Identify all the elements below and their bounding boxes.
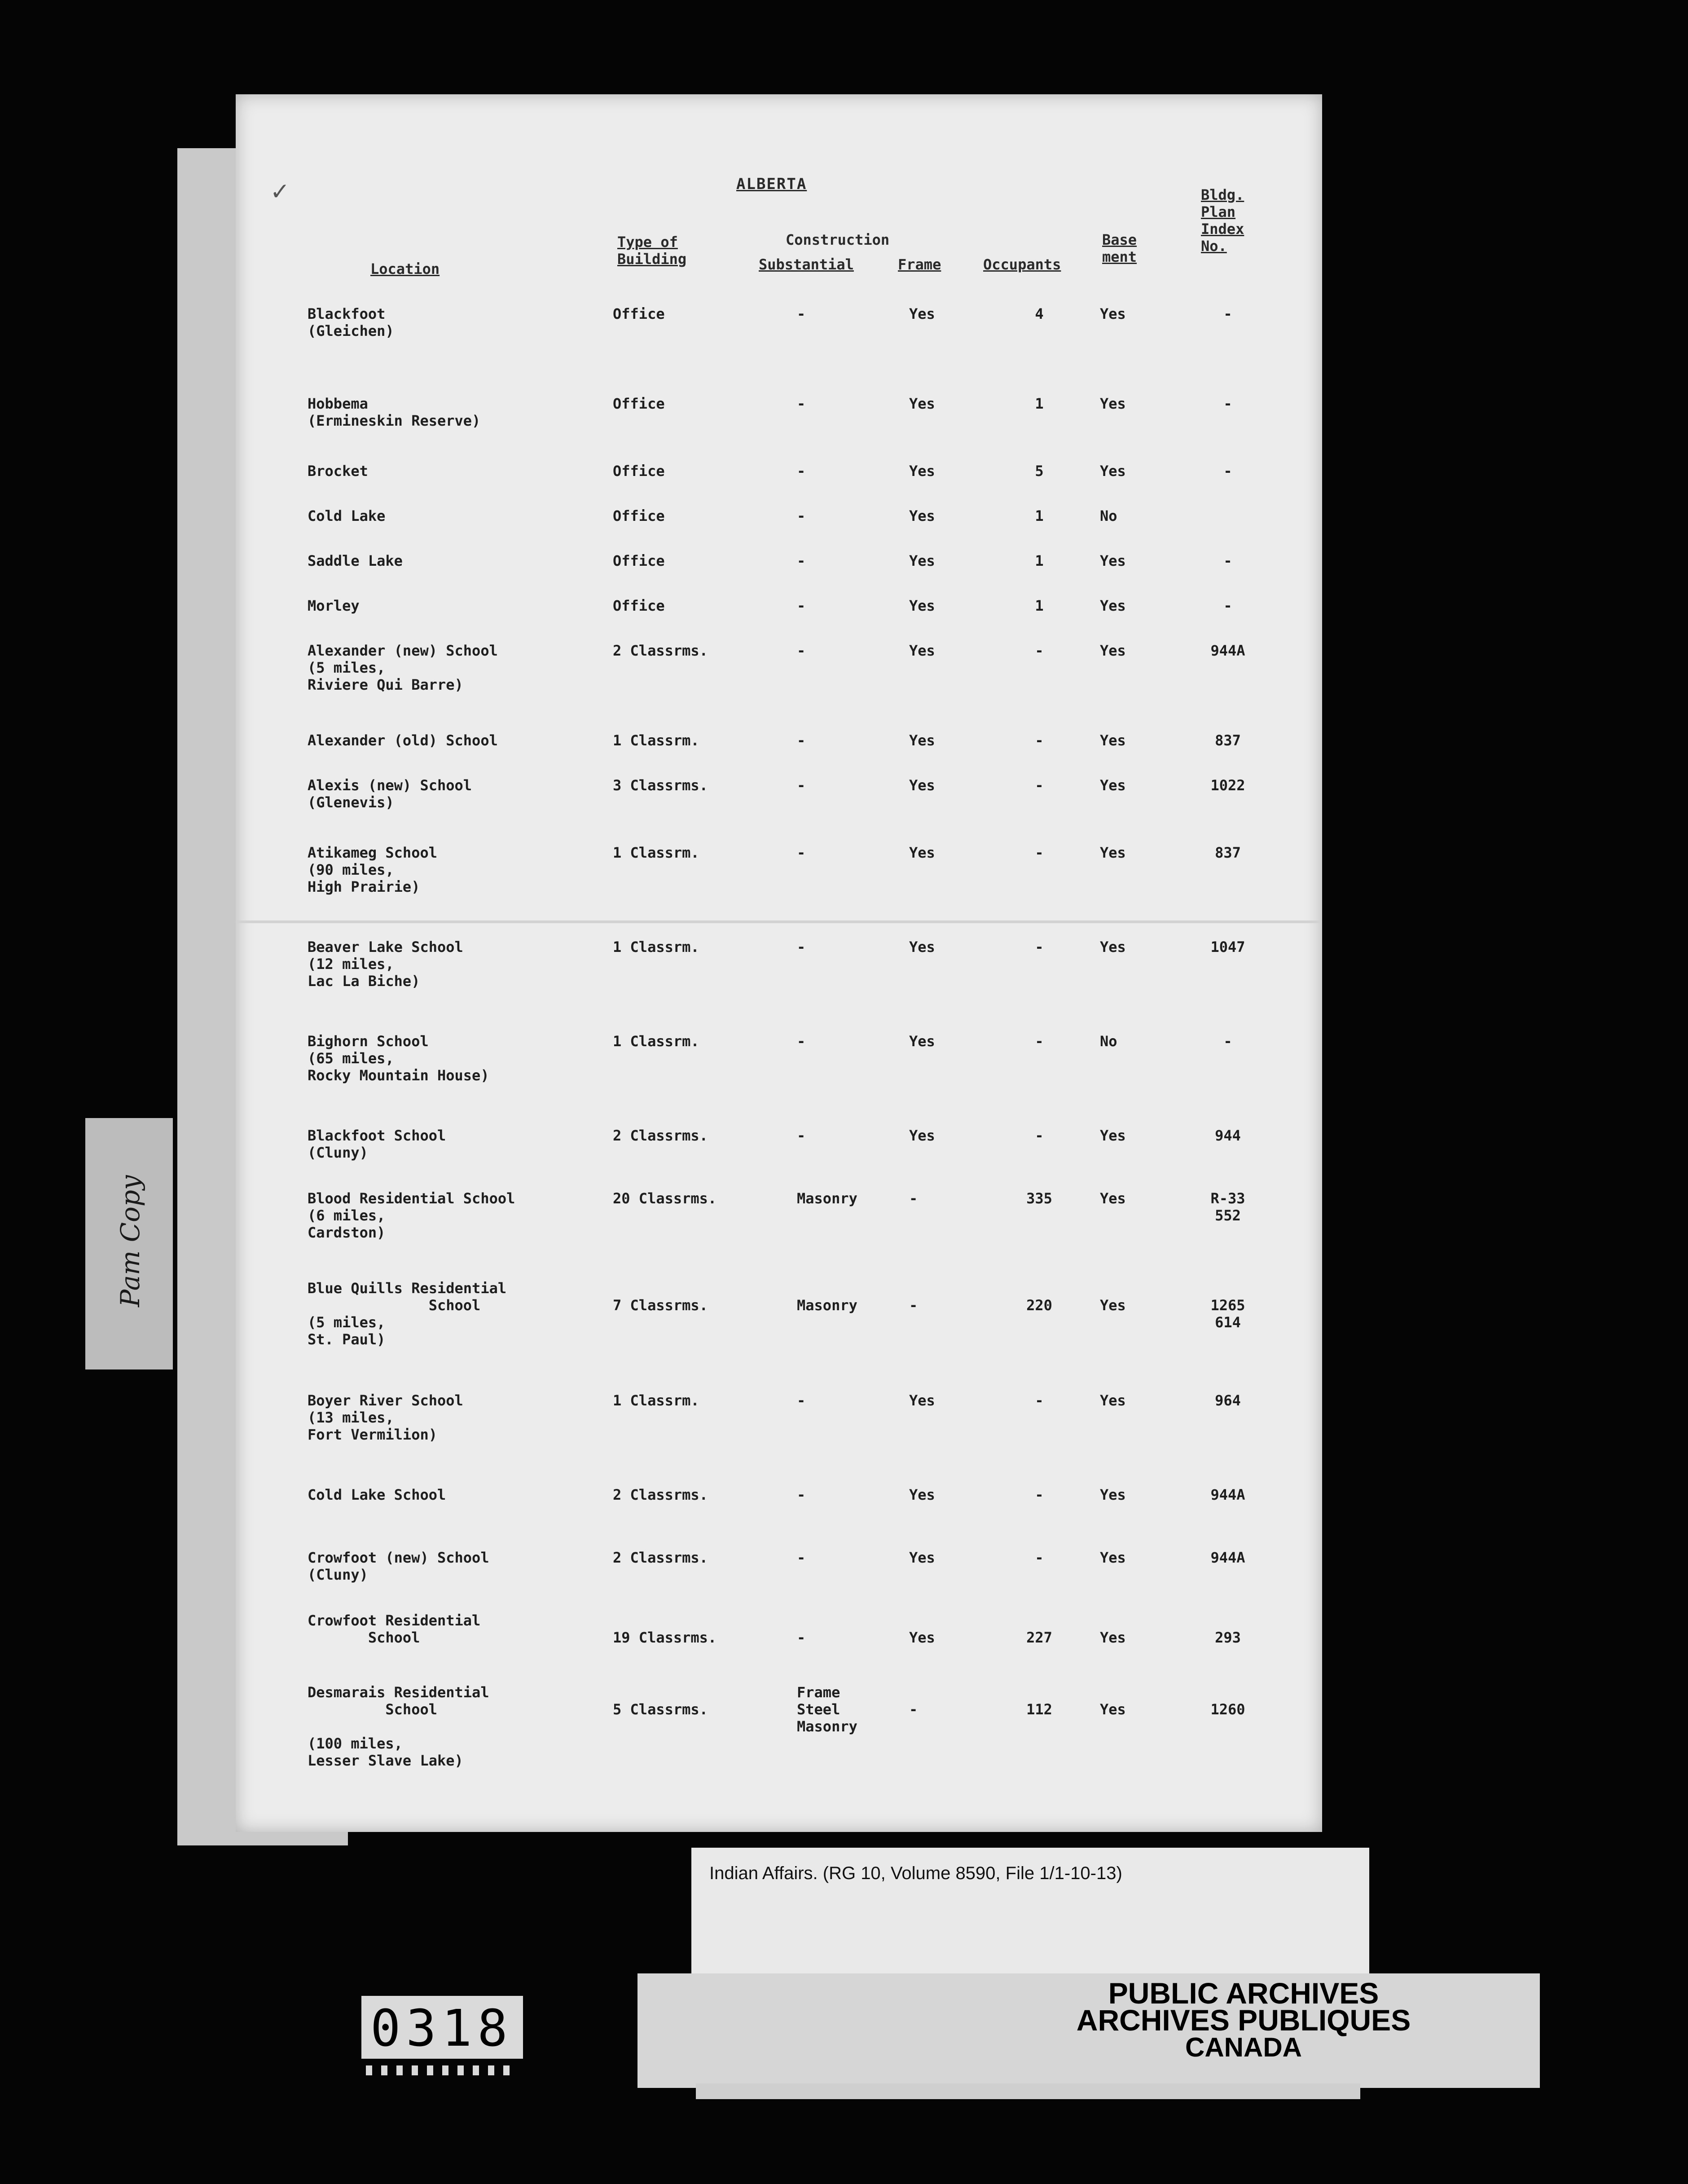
page-fold [236, 920, 1322, 923]
cell-substantial: Masonry [797, 1190, 857, 1207]
cell-basement: Yes [1100, 1127, 1126, 1144]
cell-occupants: - [1035, 1392, 1044, 1409]
cell-location: Alexis (new) School (Glenevis) [308, 777, 472, 811]
cell-basement: Yes [1100, 1392, 1126, 1409]
cell-basement: Yes [1100, 1297, 1126, 1314]
cell-basement: Yes [1100, 938, 1126, 956]
cell-frame: Yes [909, 395, 935, 412]
cell-bldg: 1047 [1210, 938, 1245, 956]
cell-frame: Yes [909, 642, 935, 659]
margin-note-slip [85, 1118, 173, 1369]
cell-substantial: - [797, 462, 806, 480]
cell-location: Alexander (old) School [308, 732, 498, 749]
cell-bldg: - [1223, 1033, 1232, 1050]
cell-basement: No [1100, 1033, 1117, 1050]
cell-bldg: 837 [1215, 844, 1241, 861]
cell-occupants: 1 [1035, 395, 1044, 412]
cell-basement: Yes [1100, 395, 1126, 412]
cell-substantial: - [797, 552, 806, 569]
cell-type: 2 Classrms. [613, 642, 708, 659]
cell-basement: Yes [1100, 844, 1126, 861]
cell-substantial: Masonry [797, 1297, 857, 1314]
cell-substantial: - [797, 732, 806, 749]
cell-substantial: - [797, 1392, 806, 1409]
cell-location: Cold Lake School [308, 1486, 446, 1503]
cell-bldg: 837 [1215, 732, 1241, 749]
cell-occupants: 227 [1026, 1629, 1052, 1646]
cell-type: 19 Classrms. [613, 1629, 717, 1646]
cell-bldg: 293 [1215, 1629, 1241, 1646]
margin-note: Pam Copy [115, 1175, 145, 1307]
cell-substantial: - [797, 597, 806, 614]
cell-type: 2 Classrms. [613, 1486, 708, 1503]
cell-frame: Yes [909, 777, 935, 794]
cell-type: 1 Classrm. [613, 938, 699, 956]
frame-number-text: 0318 [370, 1999, 513, 2058]
cell-frame: - [909, 1297, 918, 1314]
cell-occupants: - [1035, 642, 1044, 659]
cell-type: Office [613, 552, 665, 569]
cell-occupants: 335 [1026, 1190, 1052, 1207]
cell-substantial: - [797, 1549, 806, 1566]
cell-frame: Yes [909, 1392, 935, 1409]
cell-location: Cold Lake [308, 507, 386, 524]
cell-bldg: 1265 614 [1210, 1297, 1245, 1331]
cell-bldg: 944A [1210, 642, 1245, 659]
cell-substantial: - [797, 305, 806, 322]
cell-type: Office [613, 395, 665, 412]
citation-text: Indian Affairs. (RG 10, Volume 8590, File 1/1-10-13) [709, 1863, 1122, 1883]
cell-bldg: - [1223, 305, 1232, 322]
header-construction: Construction [786, 231, 890, 248]
cell-type: Office [613, 462, 665, 480]
cell-bldg: R-33 552 [1210, 1190, 1245, 1224]
header-occupants: Occupants [983, 256, 1061, 273]
citation-label [691, 1848, 1369, 1991]
cell-type: 1 Classrm. [613, 732, 699, 749]
film-frame-number [361, 1996, 523, 2059]
cell-frame: Yes [909, 732, 935, 749]
cell-type: 5 Classrms. [613, 1701, 708, 1718]
cell-location: Boyer River School (13 miles, Fort Vermilion) [308, 1392, 463, 1443]
cell-basement: No [1100, 507, 1117, 524]
cell-occupants: - [1035, 1127, 1044, 1144]
cell-location: Hobbema (Ermineskin Reserve) [308, 395, 481, 429]
cell-frame: Yes [909, 1127, 935, 1144]
cell-type: Office [613, 305, 665, 322]
stamp-strip [696, 2083, 1360, 2099]
cell-substantial: - [797, 938, 806, 956]
cell-type: 2 Classrms. [613, 1127, 708, 1144]
cell-substantial: - [797, 1127, 806, 1144]
cell-location: Crowfoot (new) School (Cluny) [308, 1549, 489, 1583]
cell-type: 1 Classrm. [613, 1392, 699, 1409]
archives-stamp [637, 1973, 1540, 2088]
cell-basement: Yes [1100, 732, 1126, 749]
cell-occupants: 220 [1026, 1297, 1052, 1314]
stamp-line-1: PUBLIC ARCHIVES [1108, 1977, 1379, 2010]
cell-bldg: 944A [1210, 1486, 1245, 1503]
cell-frame: Yes [909, 1629, 935, 1646]
cell-bldg: 964 [1215, 1392, 1241, 1409]
cell-basement: Yes [1100, 1701, 1126, 1718]
cell-location: Alexander (new) School (5 miles, Riviere Qui Barre) [308, 642, 498, 693]
cell-location: Crowfoot Residential School [308, 1612, 481, 1646]
cell-basement: Yes [1100, 462, 1126, 480]
cell-frame: Yes [909, 1033, 935, 1050]
cell-substantial: Frame Steel Masonry [797, 1684, 857, 1735]
header-frame: Frame [898, 256, 941, 273]
header-basement: Base ment [1102, 231, 1137, 265]
cell-basement: Yes [1100, 305, 1126, 322]
cell-type: Office [613, 507, 665, 524]
cell-type: 3 Classrms. [613, 777, 708, 794]
cell-bldg: - [1223, 462, 1232, 480]
cell-frame: Yes [909, 844, 935, 861]
header-substantial: Substantial [759, 256, 854, 273]
cell-location: Saddle Lake [308, 552, 403, 569]
cell-type: 1 Classrm. [613, 1033, 699, 1050]
cell-type: 1 Classrm. [613, 844, 699, 861]
cell-occupants: - [1035, 1033, 1044, 1050]
cell-basement: Yes [1100, 1549, 1126, 1566]
cell-frame: Yes [909, 462, 935, 480]
cell-basement: Yes [1100, 1190, 1126, 1207]
cell-location: Blue Quills Residential School (5 miles, St. Paul) [308, 1280, 507, 1348]
cell-basement: Yes [1100, 777, 1126, 794]
cell-location: Morley [308, 597, 360, 614]
cell-bldg: - [1223, 395, 1232, 412]
cell-frame: Yes [909, 1549, 935, 1566]
header-bldg-plan: Bldg. Plan Index No. [1201, 186, 1244, 255]
cell-occupants: 5 [1035, 462, 1044, 480]
cell-basement: Yes [1100, 597, 1126, 614]
cell-basement: Yes [1100, 1629, 1126, 1646]
cell-basement: Yes [1100, 642, 1126, 659]
cell-occupants: 1 [1035, 597, 1044, 614]
cell-type: 7 Classrms. [613, 1297, 708, 1314]
cell-location: Blackfoot School (Cluny) [308, 1127, 446, 1161]
cell-occupants: - [1035, 844, 1044, 861]
cell-occupants: - [1035, 1549, 1044, 1566]
cell-occupants: - [1035, 1486, 1044, 1503]
cell-bldg: 1260 [1210, 1701, 1245, 1718]
cell-location: Desmarais Residential School (100 miles, Lesser Slave Lake) [308, 1684, 489, 1769]
cell-substantial: - [797, 1033, 806, 1050]
cell-frame: Yes [909, 507, 935, 524]
corner-mark-icon: ✓ [272, 175, 288, 207]
cell-bldg: - [1223, 597, 1232, 614]
stamp-line-3: CANADA [1185, 2032, 1302, 2062]
cell-basement: Yes [1100, 1486, 1126, 1503]
cell-substantial: - [797, 1629, 806, 1646]
cell-occupants: - [1035, 938, 1044, 956]
page-title: ALBERTA [736, 175, 807, 193]
stamp-line-2: ARCHIVES PUBLIQUES [1076, 2003, 1411, 2037]
cell-type: 20 Classrms. [613, 1190, 717, 1207]
cell-frame: Yes [909, 1486, 935, 1503]
cell-occupants: 1 [1035, 507, 1044, 524]
cell-location: Blood Residential School (6 miles, Cardston) [308, 1190, 515, 1241]
cell-bldg: 1022 [1210, 777, 1245, 794]
cell-frame: Yes [909, 552, 935, 569]
cell-location: Brocket [308, 462, 368, 480]
cell-basement: Yes [1100, 552, 1126, 569]
cell-substantial: - [797, 395, 806, 412]
cell-occupants: - [1035, 777, 1044, 794]
header-type-label: Type of Building [617, 233, 687, 268]
document-page [236, 94, 1322, 1832]
cell-occupants: - [1035, 732, 1044, 749]
film-sprocket-holes [366, 2065, 519, 2075]
cell-occupants: 1 [1035, 552, 1044, 569]
cell-bldg: - [1223, 552, 1232, 569]
cell-substantial: - [797, 777, 806, 794]
cell-occupants: 4 [1035, 305, 1044, 322]
cell-type: Office [613, 597, 665, 614]
header-location: Location [370, 260, 440, 277]
cell-bldg: 944 [1215, 1127, 1241, 1144]
cell-occupants: 112 [1026, 1701, 1052, 1718]
cell-substantial: - [797, 507, 806, 524]
cell-frame: - [909, 1190, 918, 1207]
cell-frame: Yes [909, 938, 935, 956]
cell-frame: Yes [909, 597, 935, 614]
cell-substantial: - [797, 844, 806, 861]
cell-location: Blackfoot (Gleichen) [308, 305, 394, 339]
cell-location: Atikameg School (90 miles, High Prairie) [308, 844, 437, 895]
cell-location: Beaver Lake School (12 miles, Lac La Biche) [308, 938, 463, 990]
cell-frame: - [909, 1701, 918, 1718]
cell-substantial: - [797, 1486, 806, 1503]
cell-location: Bighorn School (65 miles, Rocky Mountain House) [308, 1033, 489, 1084]
cell-bldg: 944A [1210, 1549, 1245, 1566]
cell-substantial: - [797, 642, 806, 659]
header-type [617, 233, 686, 268]
cell-type: 2 Classrms. [613, 1549, 708, 1566]
cell-frame: Yes [909, 305, 935, 322]
